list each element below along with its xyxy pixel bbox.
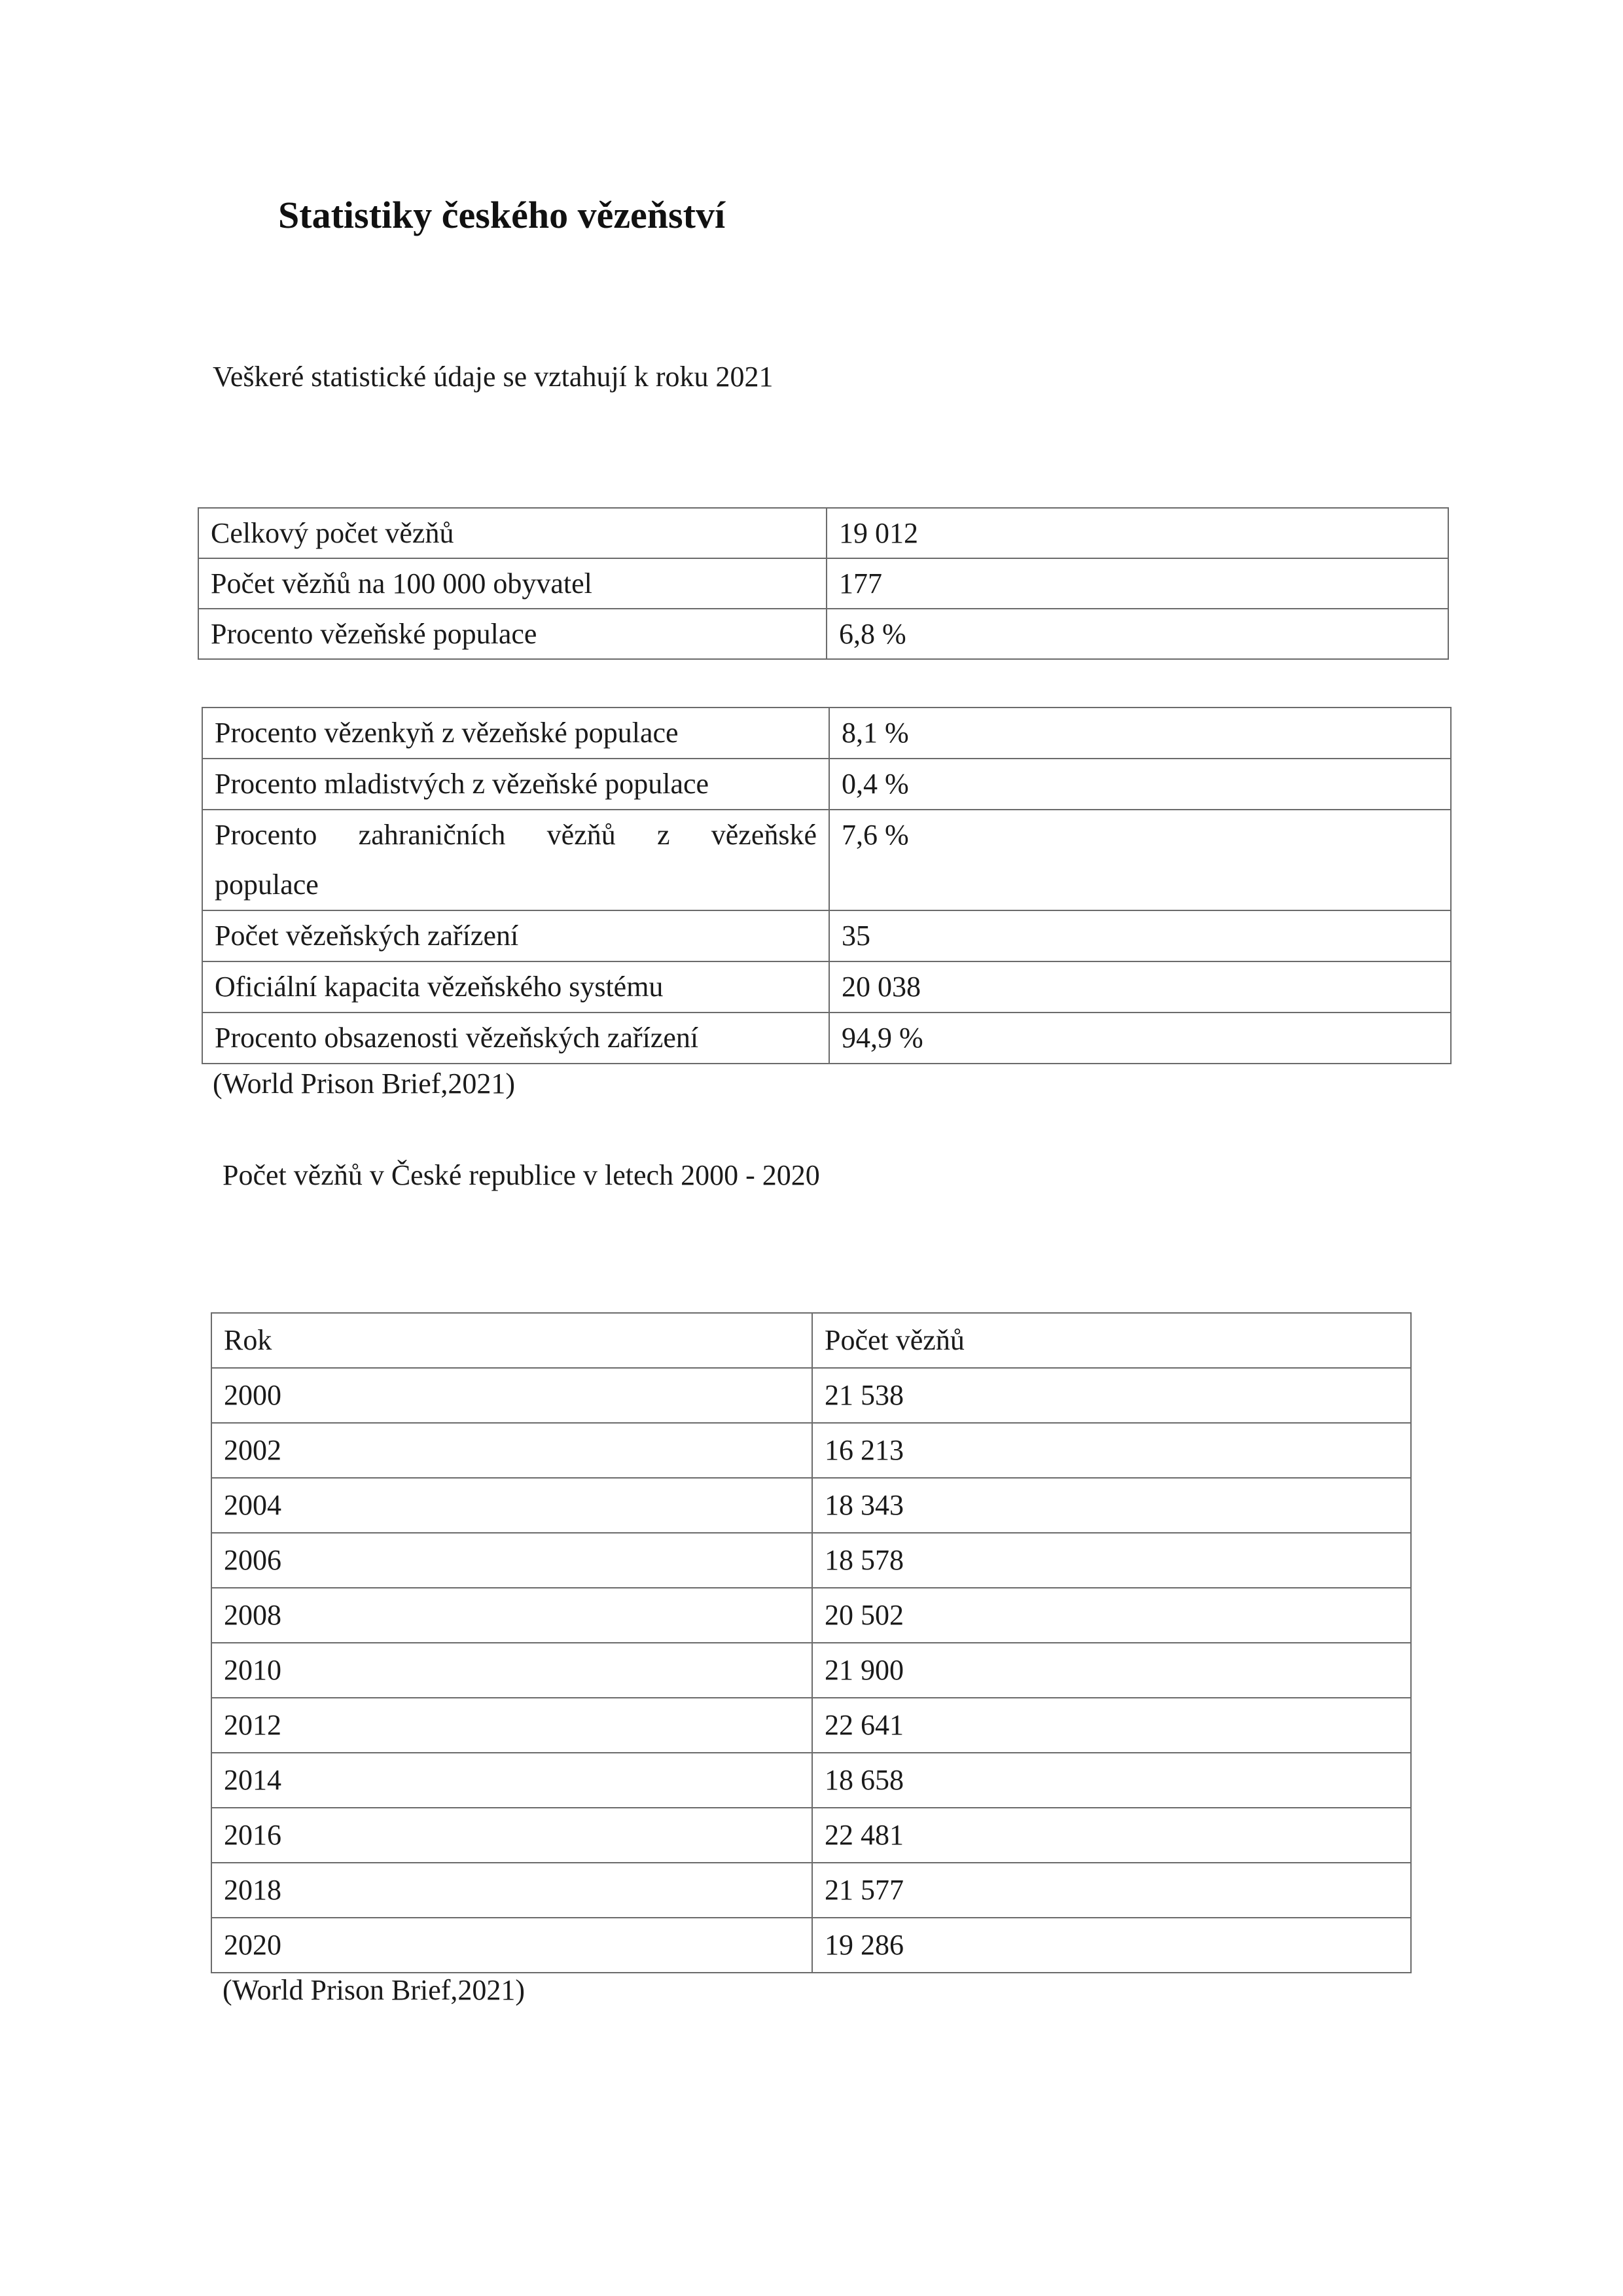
page-title: Statistiky českého vězeňství bbox=[278, 194, 726, 236]
table-row bbox=[198, 508, 1448, 558]
row-label: Procento vězenkyň z vězeňské populace bbox=[202, 708, 829, 759]
row-value: 35 bbox=[829, 910, 1451, 961]
row-year: 2010 bbox=[211, 1643, 812, 1698]
row-label bbox=[202, 810, 829, 910]
population-table bbox=[202, 707, 1452, 1064]
table-row bbox=[211, 1423, 1411, 1478]
subtitle: Veškeré statistické údaje se vztahují k roku 2021 bbox=[213, 361, 774, 393]
table-row bbox=[211, 1698, 1411, 1753]
row-label: Procento obsazenosti vězeňských zařízení bbox=[202, 1013, 829, 1064]
table-row bbox=[211, 1588, 1411, 1643]
table-row bbox=[211, 1918, 1411, 1973]
table-row bbox=[211, 1643, 1411, 1698]
row-value: 8,1 % bbox=[829, 708, 1451, 759]
row-year: 2018 bbox=[211, 1863, 812, 1918]
table-row bbox=[202, 910, 1451, 961]
source-citation: (World Prison Brief,2021) bbox=[223, 1974, 526, 2006]
table-row bbox=[202, 759, 1451, 810]
row-count: 21 538 bbox=[812, 1368, 1411, 1423]
table-row bbox=[211, 1808, 1411, 1863]
row-year: 2020 bbox=[211, 1918, 812, 1973]
table-caption: Počet vězňů v České republice v letech 2000 - 2020 bbox=[223, 1159, 820, 1191]
row-label: Počet vězňů na 100 000 obyvatel bbox=[198, 558, 827, 609]
row-count: 18 578 bbox=[812, 1533, 1411, 1588]
row-year: 2000 bbox=[211, 1368, 812, 1423]
row-count: 16 213 bbox=[812, 1423, 1411, 1478]
row-label: Počet vězeňských zařízení bbox=[202, 910, 829, 961]
table-row bbox=[211, 1753, 1411, 1808]
row-value: 7,6 % bbox=[829, 810, 1451, 910]
row-count: 21 577 bbox=[812, 1863, 1411, 1918]
row-count: 19 286 bbox=[812, 1918, 1411, 1973]
table-row bbox=[211, 1368, 1411, 1423]
row-label: Procento vězeňské populace bbox=[198, 609, 827, 659]
row-label: Oficiální kapacita vězeňského systému bbox=[202, 961, 829, 1013]
row-year: 2008 bbox=[211, 1588, 812, 1643]
summary-table bbox=[198, 507, 1449, 660]
row-value: 94,9 % bbox=[829, 1013, 1451, 1064]
table-row bbox=[198, 609, 1448, 659]
source-citation: (World Prison Brief,2021) bbox=[213, 1067, 516, 1100]
row-year: 2006 bbox=[211, 1533, 812, 1588]
table-row bbox=[211, 1478, 1411, 1533]
row-count: 21 900 bbox=[812, 1643, 1411, 1698]
row-year: 2014 bbox=[211, 1753, 812, 1808]
row-count: 22 641 bbox=[812, 1698, 1411, 1753]
header-count: Počet vězňů bbox=[812, 1313, 1411, 1368]
table-row bbox=[211, 1533, 1411, 1588]
row-label: Procento mladistvých z vězeňské populace bbox=[202, 759, 829, 810]
yearly-prisoners-table bbox=[211, 1312, 1412, 1973]
table-row bbox=[202, 1013, 1451, 1064]
row-year: 2012 bbox=[211, 1698, 812, 1753]
table-header-row bbox=[211, 1313, 1411, 1368]
row-value: 20 038 bbox=[829, 961, 1451, 1013]
row-label-line: populace bbox=[215, 869, 319, 901]
row-label: Celkový počet vězňů bbox=[198, 508, 827, 558]
table-row bbox=[202, 961, 1451, 1013]
row-value: 6,8 % bbox=[827, 609, 1448, 659]
row-year: 2016 bbox=[211, 1808, 812, 1863]
header-year: Rok bbox=[211, 1313, 812, 1368]
row-value: 19 012 bbox=[827, 508, 1448, 558]
row-year: 2002 bbox=[211, 1423, 812, 1478]
table-row bbox=[202, 708, 1451, 759]
table-row bbox=[211, 1863, 1411, 1918]
row-year: 2004 bbox=[211, 1478, 812, 1533]
row-count: 18 343 bbox=[812, 1478, 1411, 1533]
row-count: 22 481 bbox=[812, 1808, 1411, 1863]
row-count: 18 658 bbox=[812, 1753, 1411, 1808]
row-count: 20 502 bbox=[812, 1588, 1411, 1643]
row-value: 177 bbox=[827, 558, 1448, 609]
row-label-line: Procento zahraničních vězňů z vězeňské bbox=[215, 819, 817, 851]
table-row bbox=[202, 810, 1451, 910]
table-row bbox=[198, 558, 1448, 609]
row-value: 0,4 % bbox=[829, 759, 1451, 810]
